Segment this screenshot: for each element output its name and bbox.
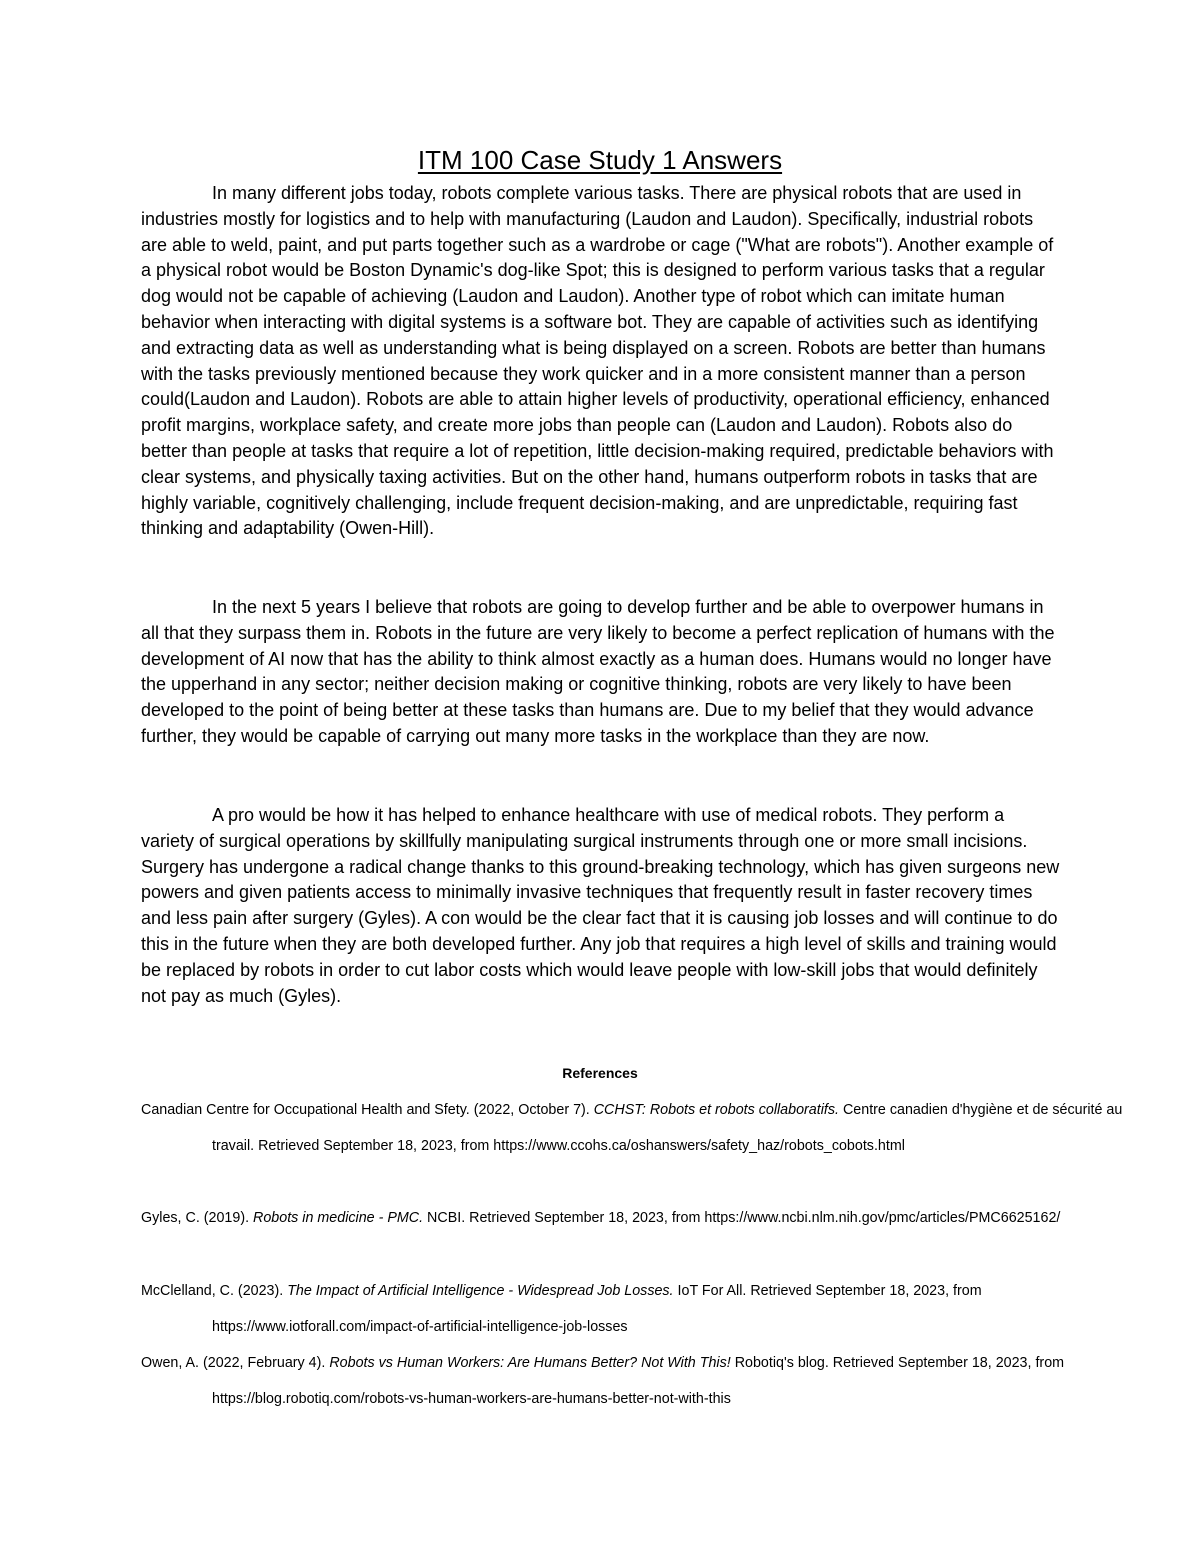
reference-source: IoT For All. Retrieved September 18, 2023, from https://www.iotforall.com/impact-of-artificial-intelligence-job-losses <box>212 1283 982 1335</box>
document-title: ITM 100 Case Study 1 Answers <box>417 145 783 175</box>
body-paragraph-2 <box>141 595 1061 750</box>
reference-title: Robots in medicine - PMC. <box>253 1210 424 1226</box>
reference-entry <box>141 1092 1132 1164</box>
reference-entry <box>141 1273 1132 1345</box>
reference-title: The Impact of Artificial Intelligence - Widespread Job Losses. <box>287 1283 674 1299</box>
reference-authors-date: Gyles, C. (2019). <box>141 1210 254 1226</box>
paragraph-text: A pro would be how it has helped to enhance healthcare with use of medical robots. They perform a variety of surgical operations by skillfully manipulating surgical instruments through one or more small incisions. Surgery has undergone a radical change thanks to this ground-breaking technology, which has given surgeons new powers and given patients access to minimally invasive techniques that frequently result in faster recovery times and less pain after surgery (Gyles). A con would be the clear fact that it is causing job losses and will continue to do this in the future when they are both developed further. Any job that requires a high level of skills and training would be replaced by robots in order to cut labor costs which would leave people with low-skill jobs that would definitely not pay as much (Gyles). <box>141 805 1060 1006</box>
reference-title: Robots vs Human Workers: Are Humans Better? Not With This! <box>329 1355 731 1371</box>
reference-source: Centre canadien d'hygiène et de sécurité au travail. Retrieved September 18, 2023, from https://www.ccohs.ca/oshanswers/safety_haz/robots_cobots.html <box>212 1102 1123 1154</box>
reference-title: CCHST: Robots et robots collaboratifs. <box>593 1102 839 1118</box>
reference-source: NCBI. Retrieved September 18, 2023, from https://www.ncbi.nlm.nih.gov/pmc/articles/PMC6625162/ <box>423 1210 1061 1226</box>
reference-authors-date: Canadian Centre for Occupational Health and Sfety. (2022, October 7). <box>141 1102 594 1118</box>
reference-authors-date: Owen, A. (2022, February 4). <box>141 1355 330 1371</box>
body-paragraph-3 <box>141 803 1061 1009</box>
reference-source: Robotiq's blog. Retrieved September 18, 2023, from https://blog.robotiq.com/robots-vs-human-workers-are-humans-better-not-with-this <box>212 1355 1065 1407</box>
body-paragraph-1 <box>141 181 1061 542</box>
paragraph-text: In the next 5 years I believe that robots are going to develop further and be able to overpower humans in all that they surpass them in. Robots in the future are very likely to become a perfect replication of humans with the development of AI now that has the ability to think almost exactly as a human does. Humans would no longer have the upperhand in any sector; neither decision making or cognitive thinking, robots are very likely to have been developed to the point of being better at these tasks than humans are. Due to my belief that they would advance further, they would be capable of carrying out many more tasks in the workplace than they are now. <box>141 597 1055 746</box>
references-heading: References <box>562 1065 638 1081</box>
reference-entry <box>141 1345 1132 1417</box>
paragraph-text: In many different jobs today, robots complete various tasks. There are physical robots that are used in industries mostly for logistics and to help with manufacturing (Laudon and Laudon). Specifically, industrial robots are able to weld, paint, and put parts together such as a wardrobe or cage ("What are robots"). Another example of a physical robot would be Boston Dynamic's dog-like Spot; this is designed to perform various tasks that a regular dog would not be capable of achieving (Laudon and Laudon). Another type of robot which can imitate human behavior when interacting with digital systems is a software bot. They are capable of activities such as identifying and extracting data as well as understanding what is being displayed on a screen. Robots are better than humans with the tasks previously mentioned because they work quicker and in a more consistent manner than a person could(Laudon and Laudon). Robots are able to attain higher levels of productivity, operational efficiency, enhanced profit margins, workplace safety, and create more jobs than people can (Laudon and Laudon). Robots also do better than people at tasks that require a lot of repetition, little decision-making required, predictable behaviors with clear systems, and physically taxing activities. But on the other hand, humans outperform robots in tasks that are highly variable, cognitively challenging, include frequent decision-making, and are unpredictable, requiring fast thinking and adaptability (Owen-Hill). <box>141 183 1054 539</box>
reference-entry <box>141 1200 1132 1236</box>
reference-authors-date: McClelland, C. (2023). <box>141 1283 288 1299</box>
